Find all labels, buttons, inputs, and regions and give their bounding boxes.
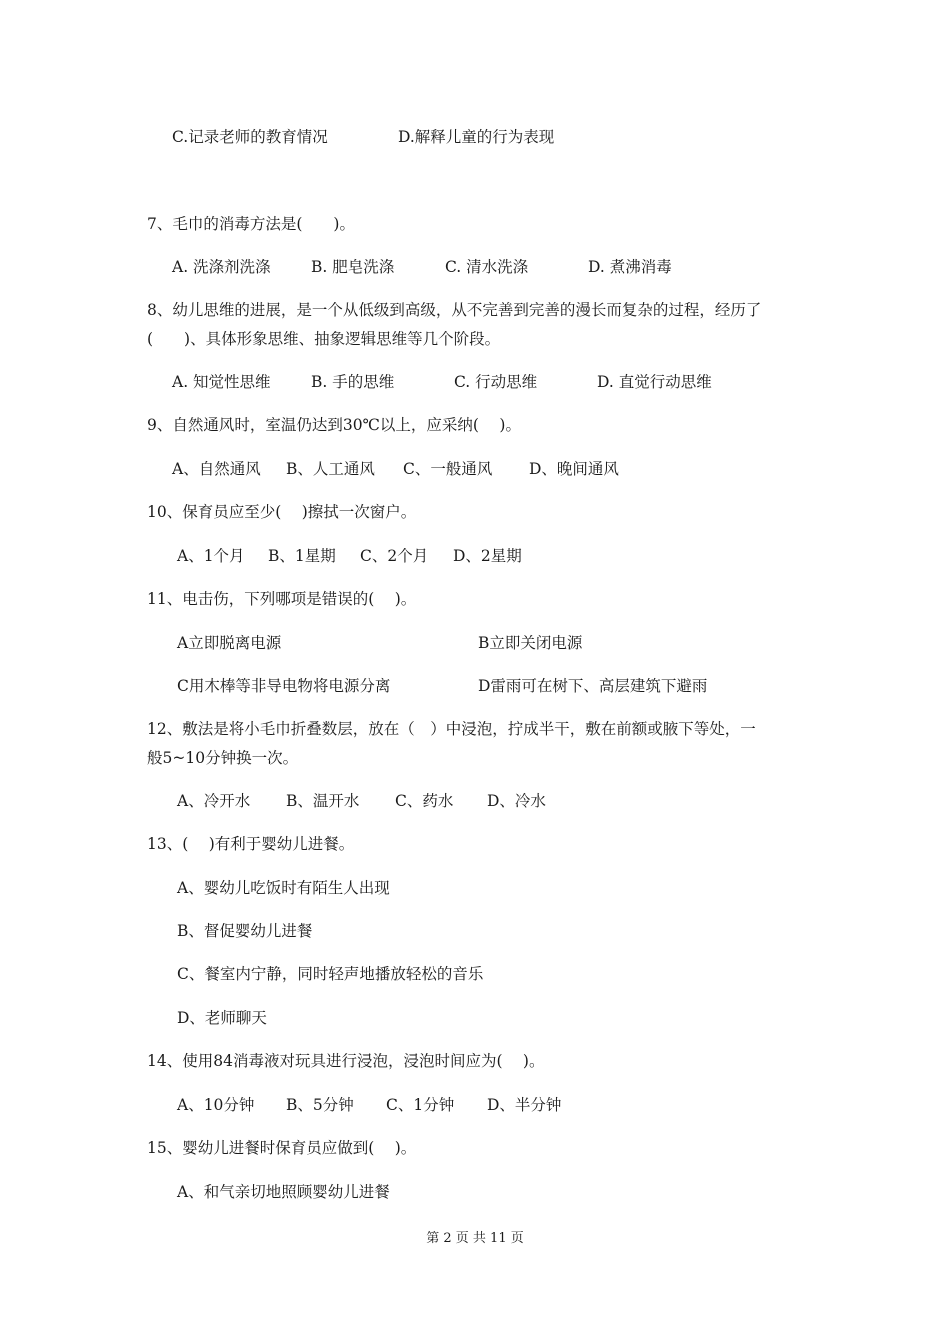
question-12-line-2: 般5~10分钟换一次。 <box>147 749 299 767</box>
page-footer: 第 2 页 共 11 页 <box>426 1231 524 1246</box>
question-10: 10、保育员应至少( )擦拭一次窗户。 <box>147 503 417 521</box>
q10-option-c: C、2个月 <box>360 547 429 565</box>
question-11: 11、电击伤，下列哪项是错误的( )。 <box>147 590 417 608</box>
q7-option-b: B. 肥皂洗涤 <box>311 258 395 276</box>
q7-option-a: A. 洗涤剂洗涤 <box>172 258 271 276</box>
q8-option-b: B. 手的思维 <box>311 373 395 391</box>
q8-option-d: D. 直觉行动思维 <box>597 373 712 391</box>
q14-option-d: D、半分钟 <box>487 1096 562 1114</box>
q15-option-a: A、和气亲切地照顾婴幼儿进餐 <box>177 1183 390 1201</box>
question-15: 15、婴幼儿进餐时保育员应做到( )。 <box>147 1139 417 1157</box>
q9-option-c: C、一般通风 <box>403 460 493 478</box>
q7-option-c: C. 清水洗涤 <box>445 258 529 276</box>
q14-option-a: A、10分钟 <box>177 1096 255 1114</box>
q13-option-d: D、老师聊天 <box>177 1009 267 1027</box>
q13-option-c: C、餐室内宁静，同时轻声地播放轻松的音乐 <box>177 965 484 983</box>
q10-option-b: B、1星期 <box>268 547 336 565</box>
q13-option-a: A、婴幼儿吃饭时有陌生人出现 <box>177 879 390 897</box>
question-8-line-1: 8、幼儿思维的进展，是一个从低级到高级，从不完善到完善的漫长而复杂的过程，经历了 <box>147 301 762 319</box>
q8-option-c: C. 行动思维 <box>454 373 538 391</box>
q9-option-d: D、晚间通风 <box>529 460 619 478</box>
q11-option-a: A立即脱离电源 <box>177 634 282 652</box>
q11-option-b: B立即关闭电源 <box>478 634 583 652</box>
q11-option-d: D雷雨可在树下、高层建筑下避雨 <box>478 677 708 695</box>
question-7: 7、毛巾的消毒方法是( )。 <box>147 215 355 233</box>
q12-option-c: C、药水 <box>395 792 454 810</box>
q8-option-a: A. 知觉性思维 <box>172 373 271 391</box>
option-d: D.解释儿童的行为表现 <box>398 128 555 146</box>
q12-option-b: B、温开水 <box>286 792 360 810</box>
q13-option-b: B、督促婴幼儿进餐 <box>177 922 313 940</box>
q12-option-d: D、冷水 <box>487 792 546 810</box>
q14-option-c: C、1分钟 <box>386 1096 455 1114</box>
q10-option-a: A、1个月 <box>177 547 245 565</box>
q9-option-a: A、自然通风 <box>172 460 261 478</box>
option-c: C.记录老师的教育情况 <box>172 128 328 146</box>
q7-option-d: D. 煮沸消毒 <box>588 258 672 276</box>
question-12-line-1: 12、敷法是将小毛巾折叠数层，放在（ ）中浸泡，拧成半干，敷在前额或腋下等处，一 <box>147 720 756 738</box>
q14-option-b: B、5分钟 <box>286 1096 354 1114</box>
q12-option-a: A、冷开水 <box>177 792 251 810</box>
question-9: 9、自然通风时，室温仍达到30℃以上，应采纳( )。 <box>147 416 521 434</box>
question-13: 13、( )有利于婴幼儿进餐。 <box>147 835 355 853</box>
q9-option-b: B、人工通风 <box>286 460 375 478</box>
q11-option-c: C用木棒等非导电物将电源分离 <box>177 677 391 695</box>
question-8-line-2: ( )、具体形象思维、抽象逻辑思维等几个阶段。 <box>147 330 501 348</box>
q10-option-d: D、2星期 <box>453 547 522 565</box>
question-14: 14、使用84消毒液对玩具进行浸泡，浸泡时间应为( )。 <box>147 1052 545 1070</box>
